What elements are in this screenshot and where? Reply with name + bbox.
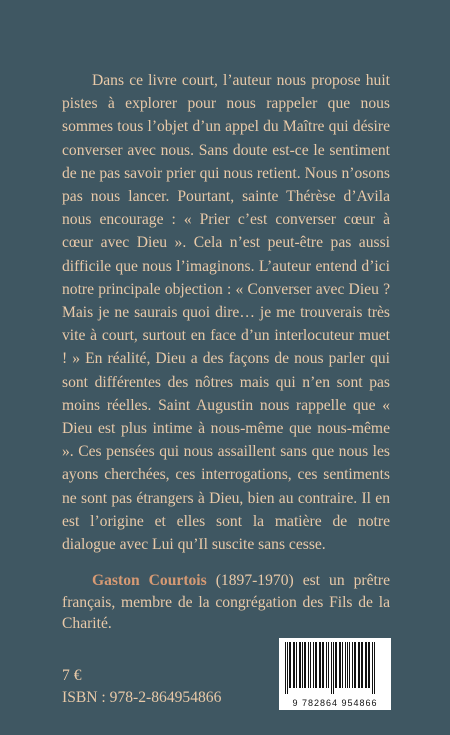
barcode-bar: [304, 642, 306, 688]
barcode-bar: [313, 642, 314, 688]
barcode-bar: [365, 642, 367, 688]
barcode-bar: [349, 642, 350, 688]
barcode-bar: [368, 642, 370, 688]
barcode-bar: [293, 642, 295, 688]
barcode-bar: [299, 642, 301, 688]
barcode-bar: [310, 642, 311, 688]
barcode-bar: [372, 642, 373, 694]
barcode-bar: [285, 642, 286, 694]
barcode-bar: [296, 642, 297, 688]
barcode-bar: [326, 642, 327, 688]
barcode-bar: [308, 642, 309, 688]
barcode: [279, 638, 391, 710]
author-bio: (1897-1970) est un prêtre français, membre de la congrégation des Fils de la Charité.: [62, 572, 390, 632]
barcode-bar: [339, 642, 341, 688]
barcode-bar: [319, 642, 321, 688]
barcode-bar: [347, 642, 348, 688]
barcode-bar: [354, 642, 356, 688]
price: 7 €: [62, 667, 82, 684]
author-note: [62, 570, 390, 635]
barcode-bar: [345, 642, 346, 688]
barcode-bar: [322, 642, 324, 688]
barcode-bar: [361, 642, 363, 688]
barcode-bar: [335, 642, 337, 688]
barcode-bar: [352, 642, 353, 688]
barcode-bar: [358, 642, 360, 688]
barcode-bar: [302, 642, 303, 688]
isbn: ISBN : 978-2-864954866: [62, 689, 222, 706]
barcode-bar: [374, 642, 375, 694]
barcode-bar: [333, 642, 334, 694]
barcode-bar: [342, 642, 343, 688]
barcode-number: 9 782864 954866: [292, 698, 378, 708]
barcode-bar: [287, 642, 288, 694]
blurb-text: [62, 69, 390, 556]
barcode-bar: [289, 642, 291, 688]
barcode-bar: [328, 642, 329, 688]
barcode-bars: [283, 642, 387, 694]
author-name: Gaston Courtois: [92, 572, 207, 589]
barcode-bar: [331, 642, 332, 694]
blurb-paragraph: Dans ce livre court, l’auteur nous propose huit pistes à explorer pour nous rappeler que nous sommes tous l’objet d’un appel du Maître qui désire converser avec nous. Sans doute est-ce le sentiment de ne pas savoir prier qui nous retient. Nous n’osons pas nous lancer. Pourtant, sainte Thérèse d’Avila nous encourage : « Prier c’est converser cœur à cœur avec Dieu ». Cela n’est peut-être pas aussi difficile que nous l’imaginons. L’auteur entend d’ici notre principale objection : « Converser avec Dieu ? Mais je ne saurais quoi dire… je me trouverais très vite à court, surtout en face d’un interlocuteur muet ! » En réalité, Dieu a des façons de nous parler qui sont différentes des nôtres mais qui n’en sont pas moins réelles. Saint Augustin nous rappelle que « Dieu est plus intime à nous-même que nous-même ». Ces pensées qui nous assaillent sans que nous les ayons cherchées, ces interrogations, ces sentiments ne sont pas étrangers à Dieu, bien au contraire. Il en est l’origine et elles sont la matière de notre dialogue avec Lui qu’Il suscite sans cesse.: [62, 72, 390, 554]
barcode-bar: [315, 642, 317, 688]
